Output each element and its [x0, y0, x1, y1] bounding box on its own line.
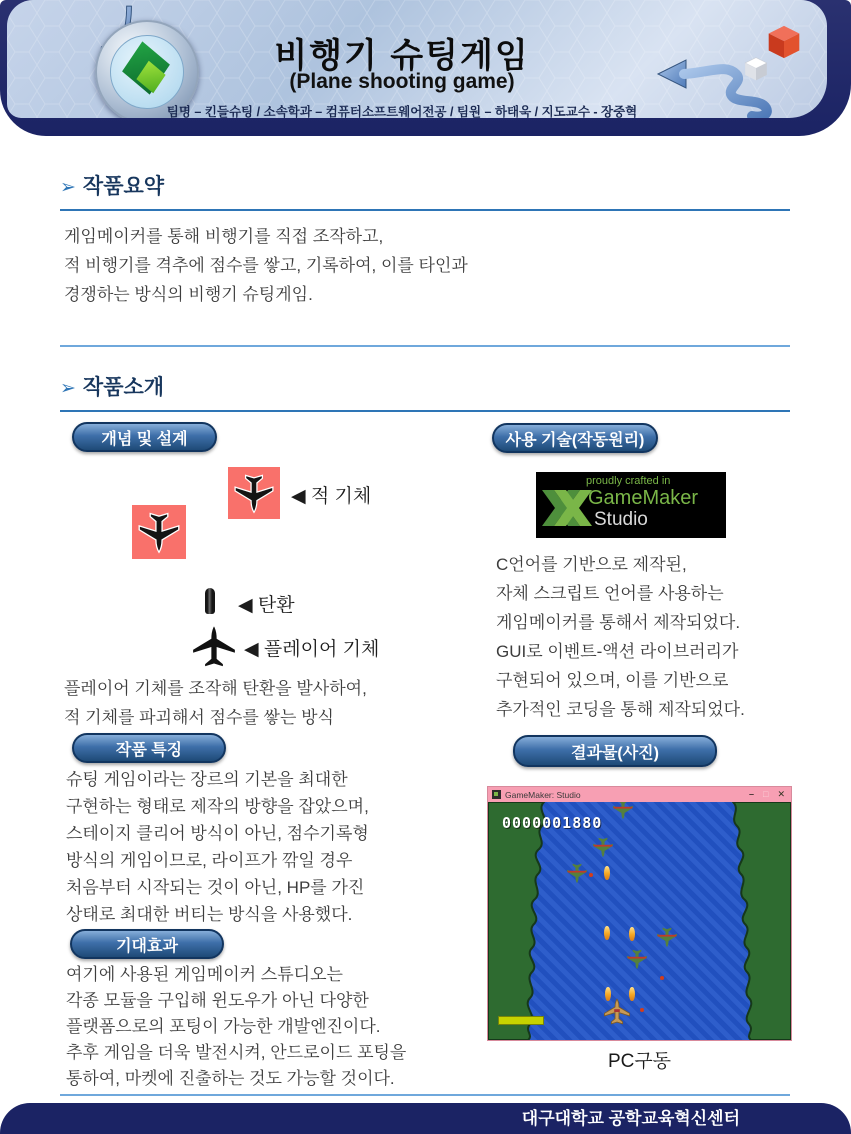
gamemaker-studio: Studio [594, 509, 648, 530]
page-title: 비행기 슈팅게임 [274, 37, 530, 75]
concept-pill: 개념 및 설계 [72, 422, 217, 452]
score-display: 0000001880 [502, 814, 603, 832]
summary-divider [60, 345, 790, 347]
hp-bar [498, 1016, 544, 1025]
bullet-icon [205, 588, 215, 614]
enemy-plane-label: ◀ 적 기체 [291, 486, 372, 507]
section-heading-summary [60, 170, 790, 211]
debris-dot [660, 976, 664, 980]
red-cube-icon [767, 24, 801, 60]
window-icon [492, 790, 501, 799]
gamemaker-x-icon [540, 484, 592, 532]
summary-text: 게임메이커를 통해 비행기를 직접 조작하고, 적 비행기를 격추에 점수를 쌓고, 기록하여, 이를 타인과 경쟁하는 방식의 비행기 슈팅게임. [64, 227, 468, 304]
maximize-icon: □ [763, 789, 769, 799]
game-scene [488, 802, 791, 1040]
left-bank [488, 802, 545, 1040]
header-banner [0, 0, 851, 136]
tech-description: C언어를 기반으로 제작된, 자체 스크립트 언어를 사용하는 게임메이커를 통해서 제작되었다. GUI로 이벤트-액션 라이브러리가 구현되어 있으며, 이를 기반으로 추가적인 코딩을 통해 제작되었다. [496, 555, 745, 719]
section-heading-intro [60, 371, 790, 412]
player-plane-icon [190, 620, 238, 674]
river-banks [488, 802, 791, 1040]
enemy-plane-icon [228, 467, 280, 519]
enemy-sprite [612, 802, 634, 820]
right-bank [733, 802, 791, 1040]
player-sprite [601, 998, 633, 1026]
pc-caption: PC구동 [607, 1051, 672, 1072]
enemy-sprite [592, 836, 614, 858]
white-cube-icon [744, 56, 768, 82]
bullet-sprite [604, 926, 610, 940]
debris-dot [640, 1008, 644, 1012]
enemy-sprite [626, 948, 648, 970]
concept-description: 플레이어 기체를 조작해 탄환을 발사하여, 적 기체를 파괴해서 점수를 쌓는 방식 [64, 679, 367, 727]
page-subtitle: (Plane shooting game) [289, 70, 515, 93]
section-arrow-icon: ➢ [60, 177, 76, 198]
section-arrow-icon: ➢ [60, 378, 76, 399]
footer-text: 대구대학교 공학교육혁신센터 [521, 1109, 740, 1128]
enemy-sprite [656, 926, 678, 948]
window-titlebar [488, 787, 791, 802]
enemy-sprite [566, 862, 588, 884]
gamemaker-name: GameMaker [588, 487, 699, 509]
gamemaker-logo [536, 472, 726, 538]
results-pill: 결과물(사진) [513, 735, 717, 767]
features-pill: 작품 특징 [72, 733, 226, 763]
features-text: 슈팅 게임이라는 장르의 기본을 최대한 구현하는 형태로 제작의 방향을 잡았으며, 스테이지 클리어 방식이 아닌, 점수기록형 방식의 게임이므로, 라이프가 깎일 경우 처음부터 시작되는 것이 아닌, HP를 가진 상태로 최대한 버티는 방식을 사용했다. [66, 770, 369, 924]
bullet-label: ◀ 탄환 [238, 595, 295, 616]
debris-dot [589, 873, 593, 877]
player-plane-label: ◀ 플레이어 기체 [244, 639, 380, 660]
team-info: 팀명 – 킨들슈팅 / 소속학과 – 컴퓨터소프트웨어전공 / 팀원 – 하태욱 / 지도교수 - 장중혁 [166, 105, 638, 118]
game-window [488, 787, 791, 1040]
gamemaker-tagline: proudly crafted in [586, 475, 671, 487]
effects-text: 여기에 사용된 게임메이커 스튜디오는 각종 모듈을 구입해 윈도우가 아닌 다양한 플랫폼으로의 포팅이 가능한 개발엔진이다. 추후 게임을 더욱 발전시켜, 안드로이드 포팅을 통하여, 마켓에 진출하는 것도 가능할 것이다. [66, 965, 407, 1088]
enemy-plane-icon [132, 505, 186, 559]
tech-pill: 사용 기술(작동원리) [492, 423, 658, 453]
bullet-sprite [604, 866, 610, 880]
footer-bar [0, 1103, 851, 1134]
window-title: GameMaker: Studio [505, 789, 581, 800]
minimize-icon: – [749, 789, 755, 799]
header-panel [7, 0, 827, 118]
bullet-sprite [629, 927, 635, 941]
close-icon: ✕ [777, 789, 785, 799]
effects-pill: 기대효과 [70, 929, 224, 959]
intro-heading-label: 작품소개 [82, 376, 165, 399]
summary-heading-label: 작품요약 [82, 175, 165, 198]
footer-divider [60, 1094, 790, 1096]
